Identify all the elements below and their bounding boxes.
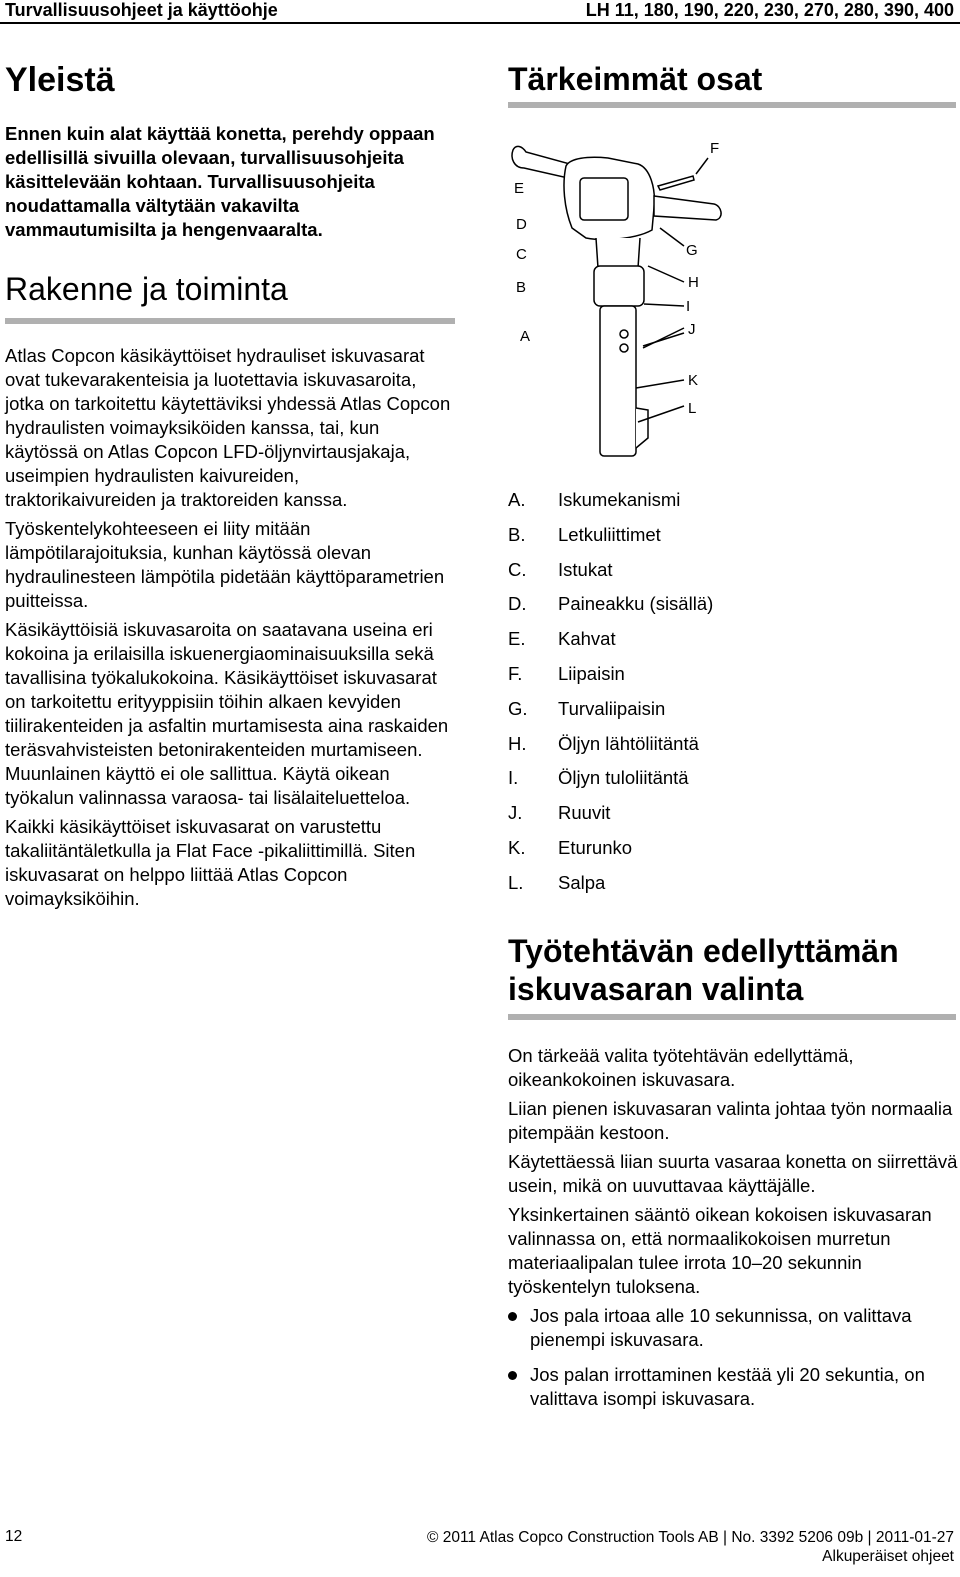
part-letter: K. <box>508 836 526 858</box>
part-letter: H. <box>508 732 527 754</box>
part-name: Letkuliittimet <box>558 523 661 545</box>
selection-paragraph-3: Käytettäessä liian suurta vasaraa konetta on siirrettävä usein, mikä on uuvuttavaa käyttäjälle. <box>508 1151 958 1196</box>
part-name: Turvaliipaisin <box>558 697 666 719</box>
part-letter: B. <box>508 523 526 545</box>
running-header-models: LH 11, 180, 190, 220, 230, 270, 280, 390, 400 <box>585 0 954 20</box>
bullet-text: Jos pala irtoaa alle 10 sekunnissa, on valittava pienempi iskuvasara. <box>530 1305 912 1350</box>
bullet-text: Jos palan irrottaminen kestää yli 20 sekuntia, on valittava isompi iskuvasara. <box>530 1364 925 1409</box>
selection-section <box>508 932 958 1411</box>
figure-label-a: A <box>520 328 531 345</box>
part-name: Öljyn lähtöliitäntä <box>558 732 699 754</box>
list-item <box>508 871 958 906</box>
part-letter: A. <box>508 489 526 510</box>
list-item <box>508 836 958 871</box>
part-name: Liipaisin <box>558 662 625 684</box>
figure-label-e: E <box>514 180 525 197</box>
parts-list <box>508 488 958 906</box>
figure-label-d: D <box>516 216 527 233</box>
list-item <box>508 1363 958 1411</box>
left-column <box>5 60 455 911</box>
list-item <box>508 662 958 697</box>
figure-label-j: J <box>688 321 696 338</box>
hydraulic-breaker-drawing <box>508 138 738 468</box>
list-item <box>508 766 958 801</box>
heading-selection-line1: Työtehtävän edellyttämän <box>508 933 899 969</box>
bullet-icon <box>508 1312 517 1321</box>
part-name: Istukat <box>558 558 613 580</box>
figure-label-c: C <box>516 246 527 263</box>
part-letter: F. <box>508 662 523 684</box>
list-item <box>508 627 958 662</box>
part-name: Öljyn tuloliitäntä <box>558 767 689 789</box>
part-name: Iskumekanismi <box>558 489 681 510</box>
header-rule <box>0 22 960 24</box>
figure-label-i: I <box>686 298 691 315</box>
list-item <box>508 697 958 732</box>
part-letter: E. <box>508 628 526 650</box>
list-item <box>508 488 958 523</box>
part-name: Eturunko <box>558 836 633 858</box>
bullet-icon <box>508 1371 517 1380</box>
heading-structure: Rakenne ja toiminta <box>5 271 288 307</box>
part-letter: D. <box>508 593 527 615</box>
part-name: Paineakku (sisällä) <box>558 593 714 615</box>
right-column <box>508 60 958 108</box>
part-letter: L. <box>508 871 524 893</box>
list-item <box>508 1304 958 1352</box>
figure-label-h: H <box>688 274 699 291</box>
selection-bullets <box>508 1304 958 1411</box>
list-item <box>508 732 958 767</box>
part-letter: I. <box>508 767 519 789</box>
footer-original: Alkuperäiset ohjeet <box>822 1548 954 1565</box>
figure-label-g: G <box>686 242 698 259</box>
selection-paragraph-1: On tärkeää valita työtehtävän edellyttämä, oikeankokoinen iskuvasara. <box>508 1045 854 1090</box>
structure-paragraph-2: Työskentelykohteeseen ei liity mitään lämpötilarajoituksia, kunhan käytössä olevan hydraulinesteen lämpötila pidetään käyttöparametrien puitteissa. <box>5 518 445 611</box>
figure-label-b: B <box>516 279 527 296</box>
list-item <box>508 801 958 836</box>
figure-label-k: K <box>688 372 699 389</box>
structure-paragraph-3: Käsikäyttöisiä iskuvasaroita on saatavana useina eri kokoina ja erilaisilla iskuenergiaominaisuuksilla sekä tavallisina työkalukokoina. Käsikäyttöiset iskuvasarat on tarkoitettu erityyppisiin töihin alkaen kevyiden tiilirakenteiden ja asfaltin murtamisesta aina raskaiden teräsvahvisteisten betonirakenteiden murtamiseen. Muunlainen käyttö ei ole sallittua. Käytä oikean työkalun valinnassa varaosa- tai lisälaiteluetteloa. <box>5 619 449 808</box>
structure-paragraph-1: Atlas Copcon käsikäyttöiset hydrauliset iskuvasarat ovat tukevarakenteisia ja luotettavia iskuvasaroita, jotka on tarkoitettu käytettäviksi yhdessä Atlas Copcon hydraulisten voimayksiköiden kanssa, tai, kun käytössä on Atlas Copcon LFD-öljynvirtausjakaja, useimpien hydraulisten kaivureiden, traktorikaivureiden ja traktoreiden kanssa. <box>5 345 451 510</box>
page-number: 12 <box>5 1528 23 1545</box>
section-bar <box>508 102 956 108</box>
breaker-figure <box>508 138 738 468</box>
part-name: Ruuvit <box>558 802 611 824</box>
heading-general: Yleistä <box>5 61 115 99</box>
part-letter: J. <box>508 802 523 824</box>
structure-paragraph-4: Kaikki käsikäyttöiset iskuvasarat on varustettu takaliitäntäletkulla ja Flat Face -pikaliittimillä. Siten iskuvasarat on helppo liittää Atlas Copcon voimayksiköihin. <box>5 816 416 909</box>
list-item <box>508 558 958 593</box>
part-name: Kahvat <box>558 628 616 650</box>
heading-selection-line2: iskuvasaran valinta <box>508 971 804 1007</box>
part-letter: C. <box>508 558 527 580</box>
heading-main-parts: Tärkeimmät osat <box>508 61 763 97</box>
intro-paragraph: Ennen kuin alat käyttää konetta, perehdy oppaan edellisillä sivuilla olevaan, turvallisuusohjeita käsittelevään kohtaan. Turvallisuusohjeita noudattamalla vältytään vakavilta vammautumisilta ja hengenvaaralta. <box>5 123 435 240</box>
figure-label-l: L <box>688 400 697 417</box>
footer-copyright: © 2011 Atlas Copco Construction Tools AB | No. 3392 5206 09b | 2011-01-27 <box>426 1529 954 1546</box>
list-item <box>508 523 958 558</box>
part-name: Salpa <box>558 871 606 893</box>
selection-paragraph-2: Liian pienen iskuvasaran valinta johtaa työn normaalia pitempään kestoon. <box>508 1098 953 1143</box>
list-item <box>508 592 958 627</box>
part-letter: G. <box>508 697 528 719</box>
figure-label-f: F <box>710 140 720 157</box>
selection-paragraph-4: Yksinkertainen sääntö oikean kokoisen iskuvasaran valinnassa on, että normaalikokoisen murretun materiaalipalan tulee irrota 10–20 sekunnin työskentelyn tuloksena. <box>508 1204 932 1297</box>
running-header-title: Turvallisuusohjeet ja käyttöohje <box>5 0 278 20</box>
footer-info <box>427 1528 954 1566</box>
